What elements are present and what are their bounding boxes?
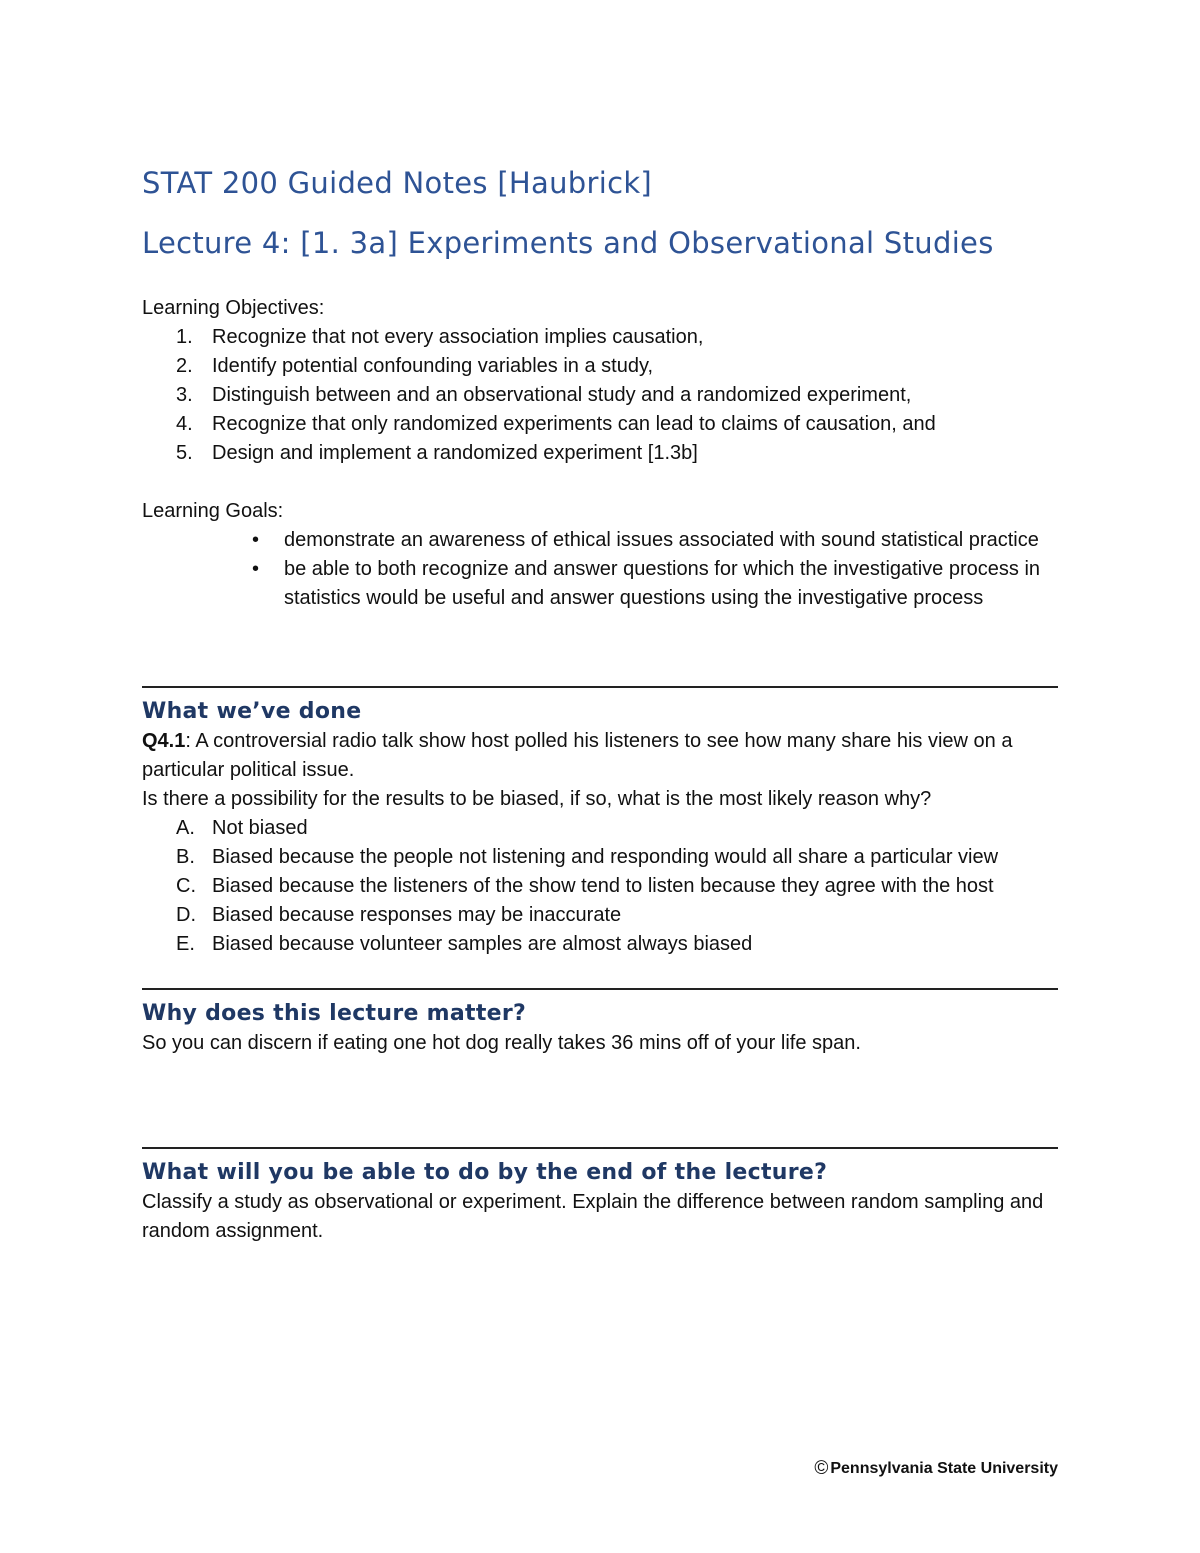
- bullet-icon: •: [252, 529, 260, 551]
- answer-choice: [142, 843, 1058, 872]
- learning-goals-heading: Learning Goals:: [142, 500, 284, 522]
- objective-text: Identify potential confounding variables in a study,: [212, 355, 654, 377]
- objective-number: 5.: [176, 442, 193, 464]
- end-of-lecture-text: Classify a study as observational or experiment. Explain the difference between random sampling and random assignment.: [142, 1191, 1044, 1242]
- choice-text: Biased because the listeners of the show tend to listen because they agree with the host: [212, 875, 994, 897]
- learning-goals-list: [142, 526, 1058, 613]
- learning-objectives-heading: Learning Objectives:: [142, 297, 325, 319]
- footer-copyright: [814, 1458, 1058, 1480]
- bullet-icon: •: [252, 558, 260, 580]
- objective-number: 4.: [176, 413, 193, 435]
- learning-objectives-list: [142, 323, 1058, 468]
- choice-letter: E.: [176, 933, 195, 955]
- section-divider: [142, 988, 1058, 990]
- choice-letter: C.: [176, 875, 196, 897]
- objective-text: Recognize that only randomized experiments can lead to claims of causation, and: [212, 413, 936, 435]
- section-divider: [142, 686, 1058, 688]
- why-matter-heading: Why does this lecture matter?: [142, 1001, 527, 1026]
- why-matter-text: So you can discern if eating one hot dog really takes 36 mins off of your life span.: [142, 1032, 861, 1054]
- objective-item: [142, 323, 1058, 352]
- copyright-icon: ©: [814, 1458, 829, 1479]
- objective-number: 2.: [176, 355, 193, 377]
- objective-item: [142, 410, 1058, 439]
- end-of-lecture-heading: What will you be able to do by the end of the lecture?: [142, 1160, 828, 1185]
- objective-text: Distinguish between and an observational study and a randomized experiment,: [212, 384, 912, 406]
- lecture-title: Lecture 4: [1. 3a] Experiments and Observational Studies: [142, 226, 994, 260]
- objective-number: 3.: [176, 384, 193, 406]
- goal-text: demonstrate an awareness of ethical issues associated with sound statistical practice: [284, 529, 1039, 551]
- choice-text: Not biased: [212, 817, 308, 839]
- section-divider: [142, 1147, 1058, 1149]
- choice-text: Biased because the people not listening and responding would all share a particular view: [212, 846, 999, 868]
- goal-item: [142, 555, 1058, 613]
- answer-choice: [142, 901, 1058, 930]
- footer-text: Pennsylvania State University: [830, 1460, 1058, 1477]
- choice-letter: A.: [176, 817, 195, 839]
- answer-choices-list: [142, 814, 1058, 959]
- question-paragraph: [142, 727, 1058, 785]
- whats-done-heading: What we’ve done: [142, 699, 362, 724]
- objective-number: 1.: [176, 326, 193, 348]
- question-label: Q4.1: [142, 730, 186, 752]
- goal-item: [142, 526, 1058, 555]
- objective-item: [142, 381, 1058, 410]
- question-prompt: Is there a possibility for the results to be biased, if so, what is the most likely reason why?: [142, 788, 932, 810]
- choice-text: Biased because responses may be inaccurate: [212, 904, 622, 926]
- answer-choice: [142, 814, 1058, 843]
- objective-item: [142, 439, 1058, 468]
- choice-letter: B.: [176, 846, 195, 868]
- answer-choice: [142, 930, 1058, 959]
- page-content: [142, 162, 1058, 1246]
- goal-text: be able to both recognize and answer questions for which the investigative process in statistics would be useful and answer questions using the investigative process: [284, 558, 1041, 609]
- choice-letter: D.: [176, 904, 196, 926]
- question-text: : A controversial radio talk show host polled his listeners to see how many share his view on a particular political issue.: [142, 730, 1013, 781]
- document-title: STAT 200 Guided Notes [Haubrick]: [142, 166, 653, 200]
- answer-choice: [142, 872, 1058, 901]
- objective-item: [142, 352, 1058, 381]
- objective-text: Design and implement a randomized experiment [1.3b]: [212, 442, 698, 464]
- objective-text: Recognize that not every association implies causation,: [212, 326, 704, 348]
- choice-text: Biased because volunteer samples are almost always biased: [212, 933, 753, 955]
